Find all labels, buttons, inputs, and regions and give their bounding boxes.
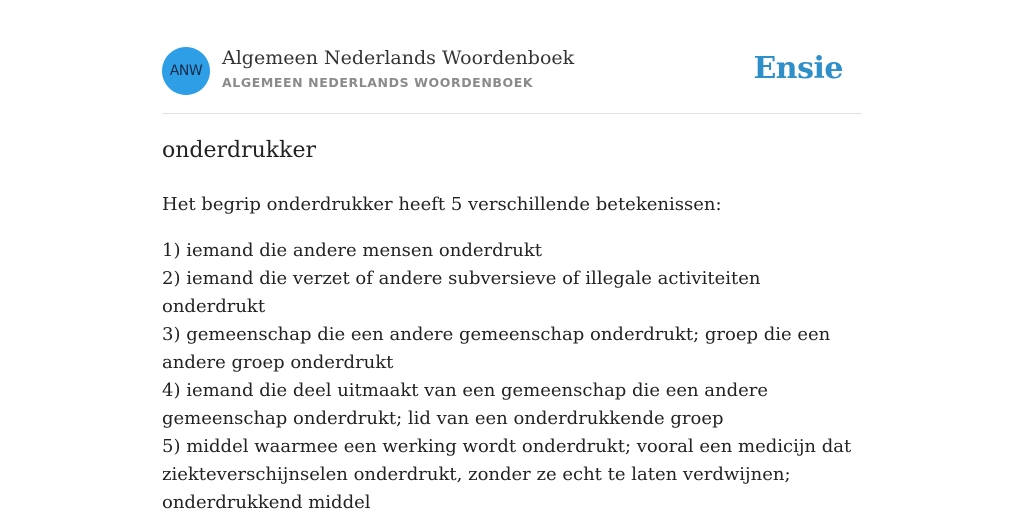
meaning-item: 1) iemand die andere mensen onderdrukt bbox=[162, 240, 542, 261]
entry-term: onderdrukker bbox=[162, 138, 316, 163]
source-subtitle: ALGEMEEN NEDERLANDS WOORDENBOEK bbox=[222, 75, 534, 90]
meaning-item: 2) iemand die verzet of andere subversieve of illegale activiteiten onderdrukt bbox=[162, 268, 761, 317]
anw-logo[interactable] bbox=[162, 47, 210, 95]
meanings-list bbox=[162, 237, 862, 512]
meaning-item: 4) iemand die deel uitmaakt van een gemeenschap die een andere gemeenschap onderdrukt; lid van een onderdrukkende groep bbox=[162, 380, 769, 429]
header-divider bbox=[162, 113, 862, 114]
ensie-logo[interactable]: Ensie bbox=[753, 51, 843, 86]
entry-intro: Het begrip onderdrukker heeft 5 verschillende betekenissen: bbox=[162, 194, 722, 215]
source-title[interactable]: Algemeen Nederlands Woordenboek bbox=[222, 47, 575, 69]
anw-logo-text: ANW bbox=[169, 63, 203, 79]
meaning-item: 3) gemeenschap die een andere gemeenschap onderdrukt; groep die een andere groep onderdrukt bbox=[162, 324, 831, 373]
source-header bbox=[162, 46, 862, 96]
meaning-item: 5) middel waarmee een werking wordt onderdrukt; vooral een medicijn dat ziekteverschijnselen onderdrukt, zonder ze echt te laten verdwijnen; onderdrukkend middel bbox=[162, 436, 852, 512]
